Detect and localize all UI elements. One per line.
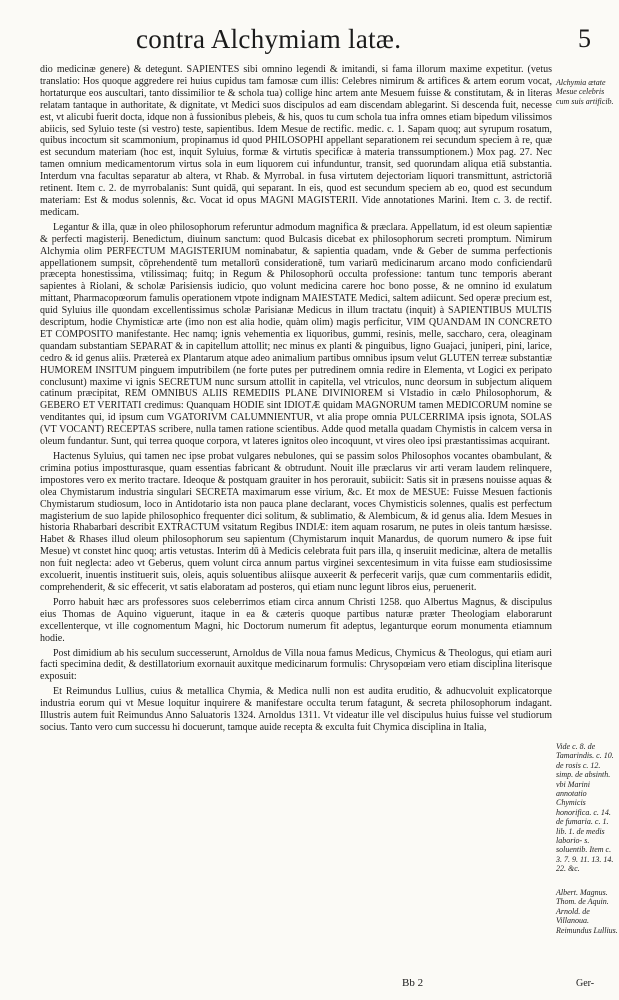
catchword: Ger-: [576, 978, 595, 989]
signature-mark: Bb 2: [402, 977, 424, 989]
margin-note-alchymia: Alchymia ætate Mesue celebris cum suis artificib.: [556, 78, 614, 106]
margin-note-authors: Albert. Magnus. Thom. de Aquin. Arnold. de Villanoua. Reimundus Lullius.: [556, 888, 618, 935]
paragraph-3: Hactenus Syluius, qui tamen nec ipse probat vulgares nebulones, qui se passim solos Philosophos vocantes obambulant, & crimina potius impostturasque, quam essentias fabricant & obtrudunt. Nouit ille præclarus vir arti veram laudem relinquere, impostores vero ex merito tractare. Ideoque & postquam grauiter in hos perorauit, subiicit: Satis sit in præsens nouisse aquas & olea Chymistarum industria singulari SECRETA maximarum esse virium, &c. Et mox de MESUE: Fuisse Mesuen factionis Chymistarum studiosum, loco in Antidotario ista non pauca plane declarant, voces Chymisticis solennes, qualis est perfectum magisterium de suo lapide philosophico frequenter dici solitum, & sublimatio, & Alembicum, & id genus alia. Idem Mesues in historia Rhabarbari describit EXTRACTUM vsitatum Regibus INDIÆ: item aquam rosarum, ne putes in oleis tantum hæsisse. Habet & Rhases illud oleum philosophorum seu sapientum (Chymistarum inquit Manardus, de quorum numero & ipse fuit Mesue) vt constet hinc quoq; artis vetustas. Interim dū à Medicis celebrata fuit pars illa, q inseruiit medicinæ, altera de metallis non fuit neglecta: adeo vt Geberus, quem volunt circa annum partus virginei sexcentesimum in vita fuisse eam studiosissime excoluerit, inuentis instituerit suis, oleis, aquis soluentibus aliisque auxeerit & perfecerit varijs, quæ cum commentariis edidit, comprehenderit, & sic effecerit, vt satis elaboratam ad posteros, qui etiam nunc legunt libros eius, peruenerit.: [40, 451, 552, 593]
paragraph-5: Post dimidium ab his seculum successerunt, Arnoldus de Villa noua famus Medicus, Chymicus & Theologus, qui etiam auri facti specimina dedit, & destillatorium exornauit auxitque medicinarum formulis: Chrysopœiam vero etiam disciplina literisque exposuit:: [40, 647, 552, 683]
paragraph-1: dio medicinæ genere) & detegunt. SAPIENTES sibi omnino legendi & imitandi, si fama illorum maxime expetitur. (vetus translatio: Hos quoque aggredere rei huius cupidus tam famosæ cum illis: Celebres nimirum & artifices & artem eorum vocat, hortaturque eos auscultari, tanto dissimilior te & schola tua) collige hinc artem ante Mesuem fuisse & constitutam, & in literas relatam tantaque in authoritate, & dignitate, vt Medici suos discipulos ad eam discendam ablegarint. Si descenda fuit, necesse est, vt alicubi fuerit docta, idque non à fussionibus plebeis, & his, quos tu cum schola tua infra omnes etiam bipedum vilissimos abiicis, sed Syluio teste (si vestro) teste, sapientibus. Idem Mesue de rectific. medic. c. 1. Sapam quoq; aut syrupum rosatum, quibus incoctum sit scammonium, propinamus id quod PHILOSOPHI appellant separationem rei secundum speciem à re, quæ est secundum materiam (hoc est, inquit Syluius, formæ & virtutis specificæ à materia transsumptionem.) Mox pag. 27. Nec tamen omnium medicamentorum virtus sola in eum liquorem cui infunduntur, transit, sed quorundam aliqua etiā substantia. Interdum vna facultas separatur ab altera, vt Rhab. & Myrrobal. in fusa virtutem dejectoriam liquori transmittunt, astrictoriā retinent. Item c. 2. de myrrobalanis: Sunt quidā, qui separant. In eis, quod est secundum speciem ab eo, quod est secundum materiam: Est & modus solennis, &c. Vocat id opus MAGNI MAGISTERII. Vide annotationes Marini. Item c. 3. de rectif. medicam.: [40, 64, 552, 218]
running-title: contra Alchymiam latæ.: [136, 24, 402, 54]
paragraph-4: Porro habuit hæc ars professores suos celeberrimos etiam circa annum Christi 1258. quo Albertus Magnus, & discipulus eius Thomas de Aquino viguerunt, itaque in ea & cæteris quoque partibus naturæ præter Theologiam elaborarunt excellenterque, vt ille cognomentum Magni, hic Doctorum numerum fit adeptus, leganturque eorum monumenta etiamnum hodie.: [40, 596, 552, 644]
paragraph-6: Et Reimundus Lullius, cuius & metallica Chymia, & Medica nulli non est audita eruditio, & adhucvoluit explicatorque industria eorum qui vt Mesue loquitur inquirere & manifestare occulta terum fatagunt, & secreta philosophorum indagant. Illustris autem fuit Reimundus Anno Saluatoris 1324. Arnoldus 1311. Vt videatur ille vel discipulus huius fuisse vel studiorum socius. Tanto vero cum successu hi docuerunt, tamque auide recepta & exculta fuit Chymica disciplina in Italia,: [40, 686, 552, 733]
paragraph-2: Legantur & illa, quæ in oleo philosophorum referuntur admodum magnifica & præclara. Appellatum, id est oleum sapientiæ & perfecti magisterij. Benedictum, diuinum sanctum: quod Bulcasis dicebat ex philosophorum secreti promptum. Nimirum Alchymia olim PERFECTUM MAGISTERIUM nominabatur, & sapientia quadam, vnde & Geber de summa perfectionis appellationem sumpsit, cōprehendentē tum metallorū considerationē, tum variarū medicinarum arcano modo conficiendarū præcepta honestissima, vtilissimaq; fuitq; in Regum & Philosophorū occulta professione: tantum tunc temporis aberant sapientes à Riolani, & scholæ Parisiensis iudicio, quo volunt medicina carere hoc bono posse, & ne omnino id exulatum mittant, Pharmacopœorum famulis operationem vtpote indignam MAIESTATE Medici, saltem adiicunt. Sed operæ precium est, quid Syluius ille quondam excellentissimus scholæ Parisianæ Medicus in illum tractatu (inquit) à SAPIENTIBUS MULTIS descriptum, hodie Chymisticæ arte (imo non est alia hodie, quàm olim) magis perficitur, VIM QUANDAM IN CONCRETO ET COMPOSITO manifestante. Hec namq; ignis vehementia ex liquoribus, gummi, resinis, melle, saccharo, cera, oleaginam quandam substantiam SEPARAT & in capitellum attollit; nec minus ex planti & pinguibus, ligno Guajaci, juniperi, pini, larice, cedro & id genus aliis. Prætereà ex Plantarum atque adeo animalium partibus omnibus ipsum velut GLUTEN terreæ substantiæ HUMOREM INSITUM pinguem imputribilem (ne forte putes per putredinem omnia redire in Elementa, vt Logici ex peripato conclusunt) maxime vi ignis SECRETUM nunc sursum attollit in capitella, vel vtriculos, nunc deorsum in subjectum aliquem catinum præcipitat, REM OMNIBUS ALIIS REMEDIIS PLANE DIVINIOREM si VIstadio in cælo Philosophorum, & GEBERO ET VERITATI credimus: Quanquam HODIE sint IDIOTÆ quidam MAGNORUM tamen MEDICORUM nomine se venditantes qui, id ipsum cum VGATORIVM CALUMNIENTUR, vt alia prope omnia PULCERRIMA ipsis ignota, SOLAS (VT VOCANT) RECEPTAS scribere, nulla tamen ratione scientibus. Adde quod metalla quadam Chymistis in calcem versa in oleum fundantur. Sunt, qui terrea quoque corpora, vt lateres ignitos oleo incoquunt, vt vires oleo ipsi præstantissimas acquirant.: [40, 221, 552, 448]
main-text: [40, 64, 552, 734]
margin-note-references: Vide c. 8. de Tamarindis. c. 10. de rosis c. 12. simp. de absinth. vbi Marini annotatio Chymicis honorifica. c. 14. de fumaria. c. 1. lib. 1. de medis laborio- s. soluentib. Item c. 3. 7. 9. 11. 13. 14. 22. &c.: [556, 742, 614, 874]
page-header: [0, 18, 619, 58]
page-number: 5: [578, 24, 591, 53]
